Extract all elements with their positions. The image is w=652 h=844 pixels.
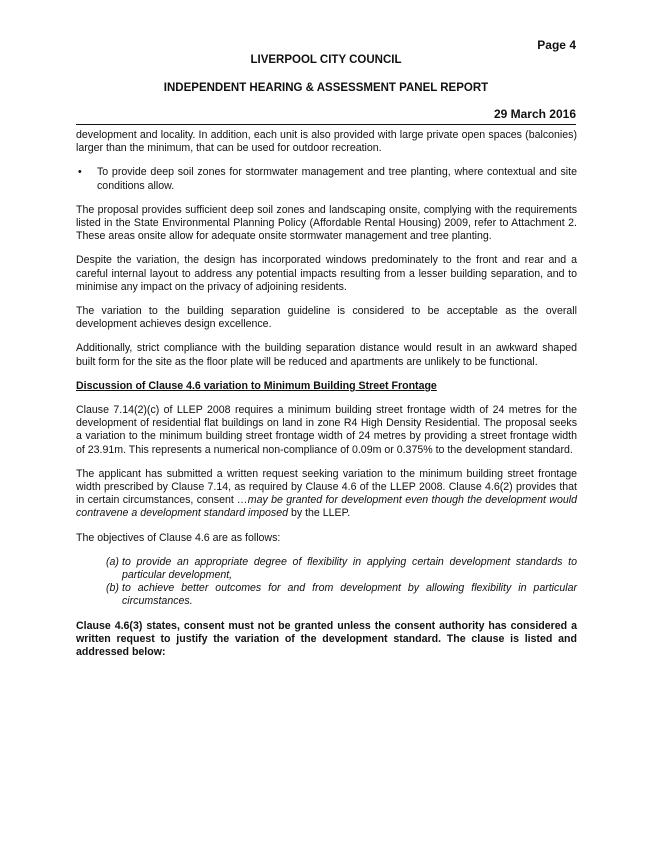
paragraph-clause-463: Clause 4.6(3) states, consent must not be granted unless the consent authority has considered a written request to justify the variation of the development standard. The clause is listed and addressed below: (76, 619, 577, 659)
paragraph-clause-714: Clause 7.14(2)(c) of LLEP 2008 requires a minimum building street frontage width of 24 metres for the development of residential flat buildings on land in zone R4 High Density Residential. The proposal seeks a variation to the minimum building street frontage width of 24 metres by providing a street frontage width of 23.91m. This represents a numerical non-compliance of 0.09m or 0.375% to the development standard. (76, 404, 577, 456)
paragraph-awkward: Additionally, strict compliance with the building separation distance would result in an awkward shaped built form for the site as the floor plate will be reduced and apartments are unlikely to be functional. (76, 342, 577, 368)
request-text-quote: …may be granted for development even though the development would contravene a development standard imposed (76, 494, 577, 520)
paragraph-continued: development and locality. In addition, each unit is also provided with large private open spaces (balconies) larger than the minimum, that can be used for outdoor recreation. (76, 129, 577, 155)
bullet-dot-icon: • (78, 166, 82, 179)
objective-marker: (a) (106, 555, 119, 568)
objective-marker: (b) (106, 582, 119, 595)
paragraph-windows: Despite the variation, the design has incorporated windows predominately to the front and rear and a careful internal layout to address any potential impacts resulting from a lesser building separation, and to minimise any impact on the privacy of adjoining residents. (76, 254, 577, 293)
request-text-start: The applicant has submitted a written request seeking variation to the minimum building street frontage width prescribed by Clause 7.14, as required by Clause 4.6 of the LLEP 2008. Clause 4.6(2) provides that in certain circumstances, consent (76, 467, 577, 507)
paragraph-acceptable: The variation to the building separation guideline is considered to be acceptable as the overall development achieves design excellence. (76, 305, 577, 331)
request-text-end: by the LLEP. (288, 507, 351, 520)
objective-item (76, 556, 577, 582)
council-name: LIVERPOOL CITY COUNCIL (250, 54, 402, 66)
paragraph-deep-soil: The proposal provides sufficient deep soil zones and landscaping onsite, complying with the requirements listed in the State Environmental Planning Policy (Affordable Rental Housing) 2009, refer to Attachment 2. These areas onsite allow for adequate onsite stormwater management and tree planting. (76, 203, 577, 243)
report-title: INDEPENDENT HEARING & ASSESSMENT PANEL REPORT (163, 82, 489, 94)
header-rule (76, 124, 576, 125)
paragraph-objectives-intro: The objectives of Clause 4.6 are as follows: (76, 531, 281, 544)
objective-text: to provide an appropriate degree of flexibility in applying certain development standards to particular development, (122, 555, 577, 582)
paragraph-written-request (76, 468, 577, 521)
page-number: Page 4 (537, 38, 576, 52)
bullet-item (76, 166, 577, 192)
document-body (76, 129, 577, 670)
report-date: 29 March 2016 (493, 107, 576, 121)
objective-item (76, 582, 577, 608)
section-heading-frontage: Discussion of Clause 4.6 variation to Minimum Building Street Frontage (76, 379, 437, 392)
objective-text: to achieve better outcomes for and from development by allowing flexibility in particular circumstances. (122, 582, 577, 608)
objectives-list (76, 556, 577, 609)
bullet-text: To provide deep soil zones for stormwater management and tree planting, where contextual and site conditions allow. (97, 166, 577, 192)
